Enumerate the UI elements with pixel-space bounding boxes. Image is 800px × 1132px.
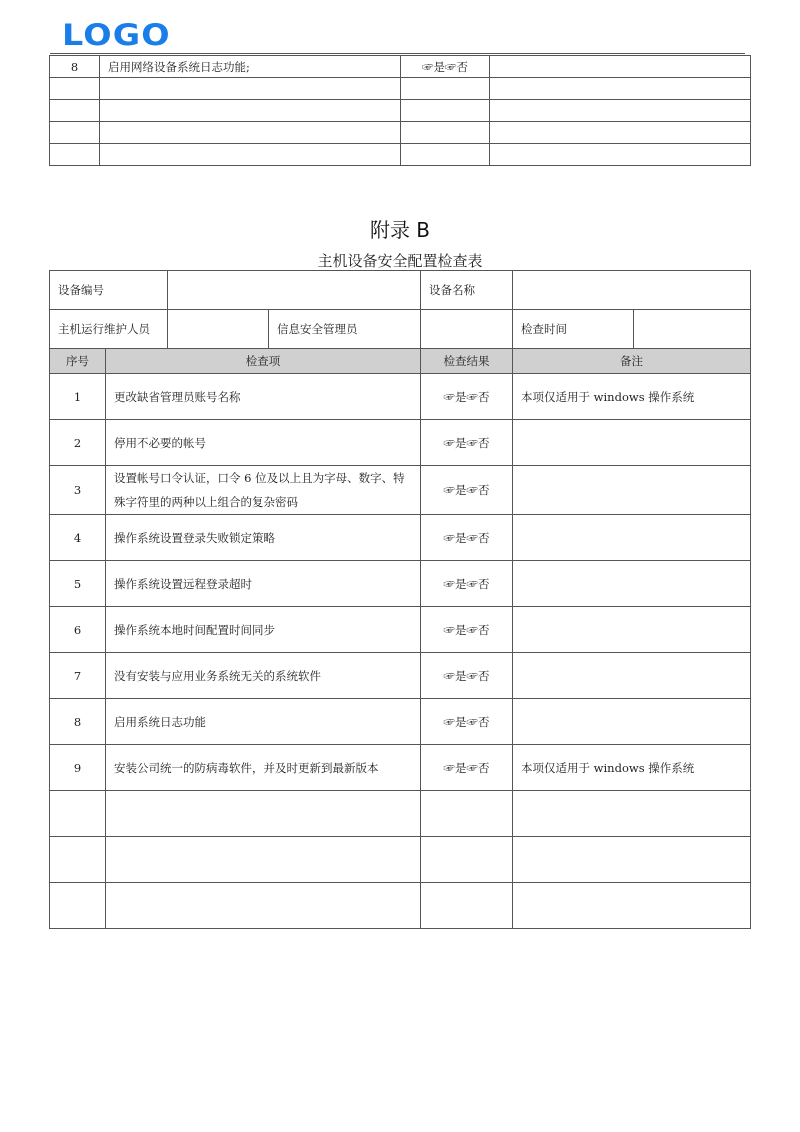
header-check-result: 检查结果 — [421, 349, 513, 374]
device-name-label: 设备名称 — [421, 271, 513, 310]
appendix-subtitle: 主机设备安全配置检查表 — [317, 252, 483, 270]
check-result[interactable]: ☞是☞否 — [421, 466, 513, 515]
row-number — [50, 837, 106, 883]
table-row — [50, 374, 751, 420]
note — [490, 78, 751, 100]
check-time-value[interactable] — [634, 310, 751, 349]
check-result[interactable]: ☞是☞否 — [421, 653, 513, 699]
device-no-label: 设备编号 — [50, 271, 168, 310]
security-admin-value[interactable] — [421, 310, 513, 349]
check-item — [100, 78, 401, 100]
check-time-label: 检查时间 — [513, 310, 634, 349]
note — [490, 144, 751, 166]
check-item: 设置帐号口令认证，口令 6 位及以上且为字母、数字、特殊字符里的两种以上组合的复杂密码 — [106, 466, 421, 515]
check-result[interactable]: ☞是☞否 — [421, 607, 513, 653]
check-item: 操作系统设置远程登录超时 — [106, 561, 421, 607]
table-row — [50, 607, 751, 653]
appendix-title: 附录 B — [369, 218, 431, 242]
device-name-value[interactable] — [513, 271, 751, 310]
row-number: 3 — [50, 466, 106, 515]
row-number: 4 — [50, 515, 106, 561]
check-item: 更改缺省管理员账号名称 — [106, 374, 421, 420]
check-result[interactable]: ☞是☞否 — [421, 374, 513, 420]
row-number: 7 — [50, 653, 106, 699]
check-result[interactable]: ☞是☞否 — [421, 745, 513, 791]
table-row — [50, 791, 751, 837]
check-item: 停用不必要的帐号 — [106, 420, 421, 466]
table-row — [50, 56, 751, 78]
table-row — [50, 122, 751, 144]
table-row — [50, 837, 751, 883]
row-number — [50, 144, 100, 166]
check-result[interactable]: ☞是☞否 — [421, 515, 513, 561]
row-number: 9 — [50, 745, 106, 791]
table-row — [50, 466, 751, 515]
note — [490, 122, 751, 144]
security-admin-label: 信息安全管理员 — [269, 310, 421, 349]
note — [513, 653, 751, 699]
note — [513, 699, 751, 745]
row-number: 8 — [50, 699, 106, 745]
note: 本项仅适用于 windows 操作系统 — [513, 374, 751, 420]
header-check-item: 检查项 — [106, 349, 421, 374]
row-number: 8 — [50, 56, 100, 78]
table-row — [50, 883, 751, 929]
note — [513, 466, 751, 515]
note — [513, 420, 751, 466]
check-item: 安装公司统一的防病毒软件，并及时更新到最新版本 — [106, 745, 421, 791]
check-item — [106, 791, 421, 837]
check-item — [106, 837, 421, 883]
note — [513, 607, 751, 653]
header-no: 序号 — [50, 349, 106, 374]
check-result[interactable] — [401, 78, 490, 100]
row-number: 2 — [50, 420, 106, 466]
row-number — [50, 100, 100, 122]
check-result[interactable]: ☞是☞否 — [421, 561, 513, 607]
check-result[interactable]: ☞是☞否 — [421, 699, 513, 745]
table-row — [50, 745, 751, 791]
check-result[interactable] — [401, 100, 490, 122]
row-number: 1 — [50, 374, 106, 420]
check-result[interactable] — [401, 144, 490, 166]
table-row — [50, 420, 751, 466]
table-row — [50, 100, 751, 122]
table-row — [50, 78, 751, 100]
check-item: 操作系统设置登录失败锁定策略 — [106, 515, 421, 561]
check-item — [100, 122, 401, 144]
note — [513, 561, 751, 607]
logo: LOGO — [62, 18, 171, 52]
check-result[interactable] — [421, 837, 513, 883]
note — [513, 883, 751, 929]
header-divider — [50, 53, 745, 54]
header-note: 备注 — [513, 349, 751, 374]
row-number — [50, 791, 106, 837]
note — [490, 100, 751, 122]
note: 本项仅适用于 windows 操作系统 — [513, 745, 751, 791]
table-row — [50, 653, 751, 699]
check-item: 操作系统本地时间配置时间同步 — [106, 607, 421, 653]
note — [513, 515, 751, 561]
check-item: 启用系统日志功能 — [106, 699, 421, 745]
operator-label: 主机运行维护人员 — [50, 310, 168, 349]
check-item — [100, 144, 401, 166]
row-number — [50, 122, 100, 144]
host-device-security-checklist — [49, 348, 751, 929]
row-number: 6 — [50, 607, 106, 653]
operator-value[interactable] — [168, 310, 269, 349]
check-result[interactable] — [421, 883, 513, 929]
check-item: 没有安装与应用业务系统无关的系统软件 — [106, 653, 421, 699]
table-row — [50, 515, 751, 561]
host-device-info-table — [49, 270, 751, 349]
note — [490, 56, 751, 78]
network-device-checklist-continuation — [49, 55, 751, 166]
device-no-value[interactable] — [168, 271, 421, 310]
check-result[interactable]: ☞是☞否 — [401, 56, 490, 78]
check-item — [100, 100, 401, 122]
note — [513, 837, 751, 883]
row-number — [50, 78, 100, 100]
row-number: 5 — [50, 561, 106, 607]
check-item — [106, 883, 421, 929]
check-result[interactable]: ☞是☞否 — [421, 420, 513, 466]
table-row — [50, 144, 751, 166]
check-result[interactable] — [421, 791, 513, 837]
check-item: 启用网络设备系统日志功能; — [100, 56, 401, 78]
note — [513, 791, 751, 837]
table-row — [50, 561, 751, 607]
check-result[interactable] — [401, 122, 490, 144]
table-row — [50, 699, 751, 745]
row-number — [50, 883, 106, 929]
